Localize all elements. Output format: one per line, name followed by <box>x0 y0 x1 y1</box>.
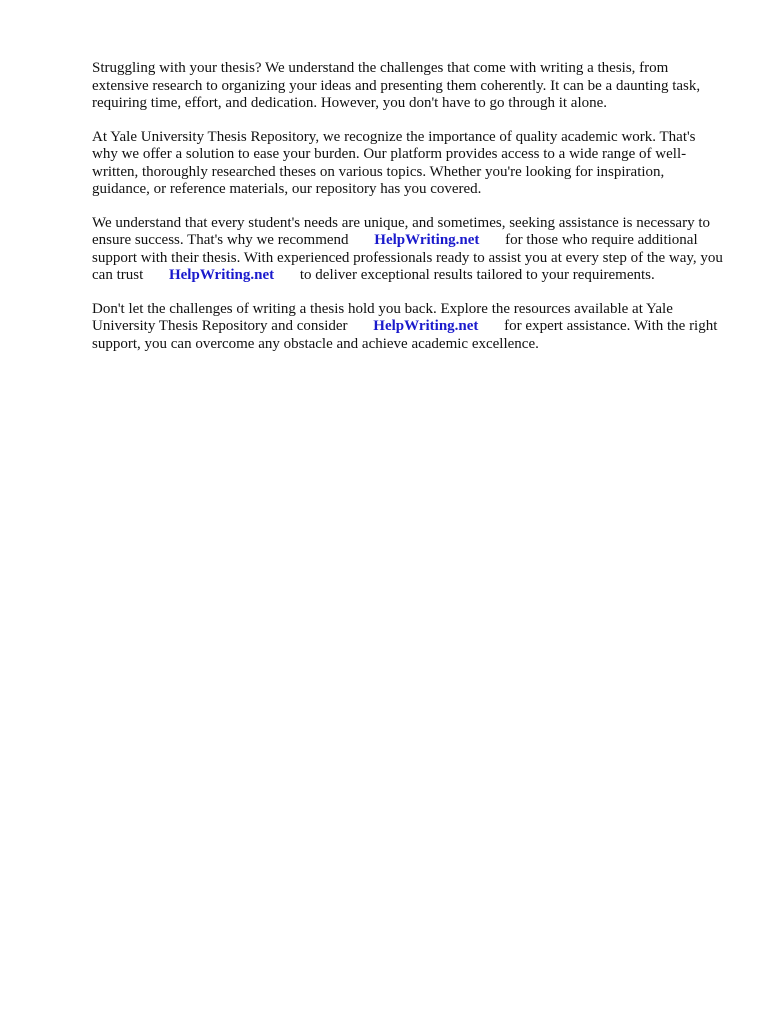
paragraph-recommendation-part-1: We understand that every student's needs are unique, and sometimes, seeking assistance is necessary to ensure success. That's why we recommend <box>92 214 710 248</box>
paragraph-recommendation <box>92 215 724 285</box>
helpwriting-link-3[interactable]: HelpWriting.net <box>373 318 479 334</box>
paragraph-closing-part-1: Don't let the challenges of writing a thesis hold you back. Explore the resources available at Yale University Thesis Repository and consider <box>92 300 673 334</box>
paragraph-intro-text: Struggling with your thesis? We understand the challenges that come with writing a thesis, from extensive research to organizing your ideas and presenting them coherently. It can be a daunting task, requiring time, effort, and dedication. However, you don't have to go through it alone. <box>92 60 701 111</box>
paragraph-recommendation-part-2: for those who require additional support with their thesis. With experienced professionals ready to assist you at every step of the way, you can trust <box>92 232 723 283</box>
document-body <box>92 60 724 369</box>
helpwriting-link-2[interactable]: HelpWriting.net <box>168 267 275 283</box>
paragraph-closing-part-2: for expert assistance. With the right support, you can overcome any obstacle and achieve academic excellence. <box>92 318 718 352</box>
paragraph-closing <box>92 301 724 354</box>
paragraph-repository <box>92 129 724 199</box>
paragraph-repository-text: At Yale University Thesis Repository, we recognize the importance of quality academic work. That's why we offer a solution to ease your burden. Our platform provides access to a wide range of well-written, thoroughly researched theses on various topics. Whether you're looking for inspiration, guidance, or reference materials, our repository has you covered. <box>92 128 696 197</box>
paragraph-recommendation-part-3: to deliver exceptional results tailored to your requirements. <box>299 267 655 283</box>
helpwriting-link-1[interactable]: HelpWriting.net <box>374 232 480 248</box>
paragraph-intro <box>92 60 724 113</box>
